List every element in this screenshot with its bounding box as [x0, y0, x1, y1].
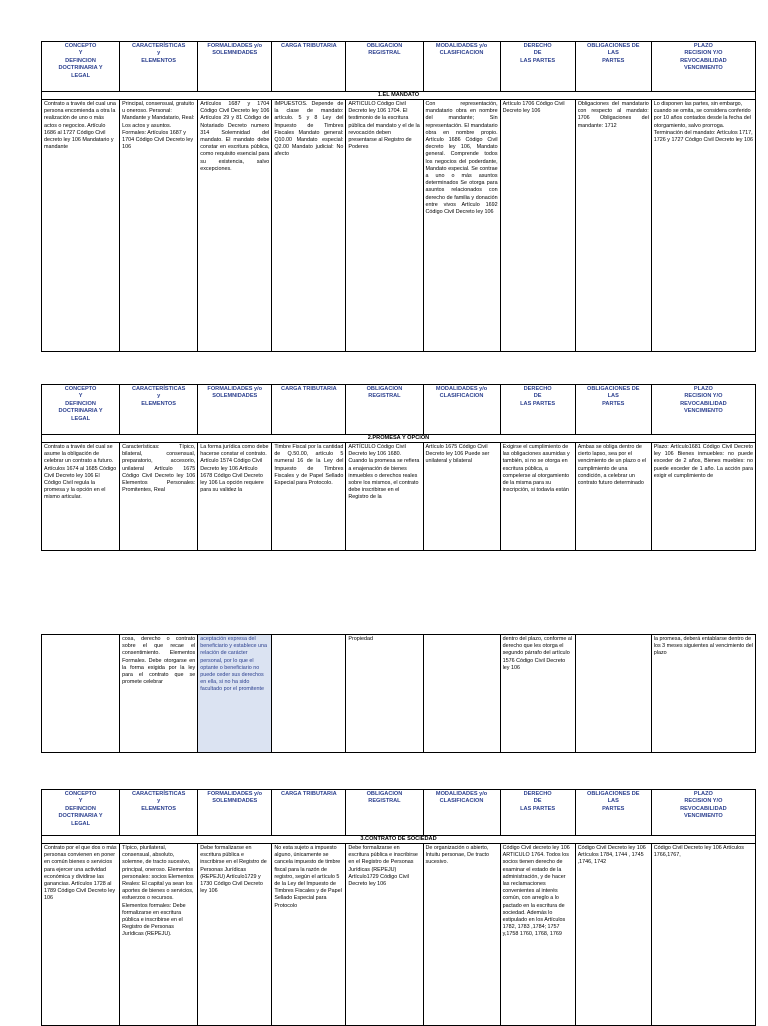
- cell-plazo: Lo disponen las partes, sin embargo, cuando se omita, se considera conferido por 10 años contados desde la fecha del otorgamiento, salvo prorroga. Terminación del mandato: Artículos 1717, 1726 y 1727 Código Civil Decreto ley 106: [651, 100, 755, 352]
- cell-plazo: la promesa, deberá entablarse dentro de los 3 meses siguientes al vencimiento del plazo: [651, 635, 755, 753]
- header-caracteristicas: CARACTERÍSTICAS y ELEMENTOS: [120, 385, 198, 435]
- cell-carga-tributaria: No esta sujeto a impuesto alguno, únicamente se cancela impuesto de timbre fiscal para la razón de registro, según el artículo 5 de la Ley del Impuesto de Timbres Fiscales y de Papel Sellado Especial para Protocolo: [272, 844, 346, 1026]
- header-modalidades: MODALIDADES y/o CLASIFICACION: [423, 385, 500, 435]
- header-carga-tributaria: CARGA TRIBUTARIA: [272, 790, 346, 836]
- header-obligaciones-partes: OBLIGACIONES DE LAS PARTES: [575, 385, 651, 435]
- cell-obligacion-registral: ARTICULO Código Civil Decreto ley 106 1704. El testimonio de la escritura pública del mandato y el de la revocación deben presentarse al Registro de Poderes: [346, 100, 423, 352]
- header-caracteristicas: CARACTERÍSTICAS y ELEMENTOS: [120, 42, 198, 92]
- header-plazo: PLAZO RECISION Y/O REVOCABILIDAD VENCIMIENTO: [651, 790, 755, 836]
- cell-caracteristicas: Principal, consensual, gratuito u oneroso. Personal: Mandante y Mandatario, Real: Los actos y asuntos. Formales: Artículos 1687 y 1704 Código Civil Decreto ley 106: [120, 100, 198, 352]
- header-row: [42, 42, 756, 92]
- cell-caracteristicas: cosa, derecho o contrato sobre el que recae el consentimiento. Elementos Formales. Debe otorgarse en la forma exigida por la ley para el contrato que se promete celebrar: [120, 635, 198, 753]
- section-title: 2.PROMESA Y OPCIÓN: [42, 435, 756, 443]
- header-plazo: PLAZO RECISION Y/O REVOCABILIDAD VENCIMIENTO: [651, 385, 755, 435]
- cell-derecho-partes: Código Civil decreto ley 106 ARTICULO 1764. Todos los socios tienen derecho de examinar el estado de la administración, y de hacer las reclamaciones convenientes al interés común, con arreglo a lo pactado en la escritura de sociedad. Además lo estipulado en los Artículos 1782, 1783 ,1784; 1757 y,1758 1760, 1768, 1769: [500, 844, 575, 1026]
- cell-obligaciones-partes: Ambas se obliga dentro de cierto lapso, sea por el vencimiento de un plazo o el cumplimiento de una condición, a celebrar un contrato futuro determinado: [575, 443, 651, 551]
- cell-obligaciones-partes: Obligaciones del mandatario con respecto al mandato: 1706 Obligaciones del mandante: 1712: [575, 100, 651, 352]
- cell-obligacion-registral: Propiedad: [346, 635, 423, 753]
- cell-carga-tributaria: [272, 635, 346, 753]
- header-plazo: PLAZO RECISION Y/O REVOCABILIDAD VENCIMIENTO: [651, 42, 755, 92]
- header-derecho-partes: DERECHO DE LAS PARTES: [500, 790, 575, 836]
- table-promesa-opcion: [41, 384, 756, 551]
- table-mandato: [41, 41, 756, 352]
- cell-derecho-partes: Exigirse el cumplimiento de las obligaciones asumidas y también, si no se otorga en escritura pública, a compelerse al otorgamiento de la misma para su inscripción, si todavía están: [500, 443, 575, 551]
- cell-formalidades: Artículos 1687 y 1704 Código Civil Decreto ley 106 Artículos 29 y 81 Código de Notariado Decreto numero 314 Solemnidad del mandato. El mandato debe constar en escritura pública, como requisito esencial para su existencia, salvo excepciones.: [198, 100, 272, 352]
- header-derecho-partes: DERECHO DE LAS PARTES: [500, 385, 575, 435]
- header-concepto: CONCEPTO Y DEFINCION DOCTRINARIA Y LEGAL: [42, 790, 120, 836]
- cell-caracteristicas: Típico, plurilateral, consensual, absoluto, solemne, de tracto sucesivo, principal, oneroso. Elementos personales: socios Elementos Reales: El capital ya sean los aportes de bienes o servicios, esfuerzos o recursos. Elementos formales: Debe formalizarse en escritura pública e inscribirse en el Registro de Personas Jurídicas (REPEJU).: [120, 844, 198, 1026]
- cell-concepto: Contrato por el que dos o más personas convienen en poner en común bienes o servicios para ejercer una actividad económica y dividirse las ganancias. Artículos 1728 al 1789 Código Civil Decreto ley 106: [42, 844, 120, 1026]
- cell-modalidades: Con representación, mandatario obra en nombre del mandante; Sin representación. El mandatario obra en nombre propio. Artículo 1686 Código Civil decreto ley 106, Mandato general. Comprende todos los negocios del poderdante, Mandato especial. Se contrae a uno o más asuntos determinados Se otorga para asuntos relacionados con derecho de familia y donación entre vivos Artículo 1692 Código Civil Decreto ley 106: [423, 100, 500, 352]
- header-obligaciones-partes: OBLIGACIONES DE LAS PARTES: [575, 42, 651, 92]
- table-row: [42, 635, 756, 753]
- cell-modalidades: De organización o abierto, Intuitu personae, De tracto sucesivo.: [423, 844, 500, 1026]
- table-contrato-sociedad: [41, 789, 756, 1026]
- header-modalidades: MODALIDADES y/o CLASIFICACION: [423, 790, 500, 836]
- header-concepto: CONCEPTO Y DEFINCION DOCTRINARIA Y LEGAL: [42, 385, 120, 435]
- header-obligacion-registral: OBLIGACION REGISTRAL: [346, 385, 423, 435]
- cell-derecho-partes: dentro del plazo, conforme al derecho que les otorga el segundo párrafo del artículo 1576 Código Civil Decreto ley 106: [500, 635, 575, 753]
- cell-formalidades: Debe formalizarse en escritura pública e inscribirse en el Registro de Personas Jurídicas (REPEJU) Artículo1729 y 1730 Código Civil Decreto ley 106: [198, 844, 272, 1026]
- header-carga-tributaria: CARGA TRIBUTARIA: [272, 385, 346, 435]
- header-carga-tributaria: CARGA TRIBUTARIA: [272, 42, 346, 92]
- table-promesa-opcion-continuation: [41, 634, 756, 753]
- table-row: [42, 844, 756, 1026]
- header-obligaciones-partes: OBLIGACIONES DE LAS PARTES: [575, 790, 651, 836]
- cell-plazo: Código Civil Decreto ley 106 Artículos 1766,1767,: [651, 844, 755, 1026]
- section-title-row: [42, 836, 756, 844]
- cell-formalidades: La forma jurídica como debe hacerse constar el contrato. Artículo 1574 Código Civil Decreto ley 106 Artículo 1678 Código Civil Decreto ley 106 La opción requiere para su validez la: [198, 443, 272, 551]
- cell-carga-tributaria: IMPUESTOS. Depende de la clase de mandato: artículo. 5 y 8 Ley del Impuesto de Timbres Fiscales Mandato general: Q10.00 Mandato especial: Q2.00 Mandato judicial: No afecto: [272, 100, 346, 352]
- header-caracteristicas: CARACTERÍSTICAS y ELEMENTOS: [120, 790, 198, 836]
- header-obligacion-registral: OBLIGACION REGISTRAL: [346, 42, 423, 92]
- table-row: [42, 100, 756, 352]
- cell-formalidades: aceptación expresa del beneficiario y establece una relación de carácter personal, por lo que el optante o beneficiario no puede ceder sus derechos en ella, si no ha sido facultado por el promitente: [198, 635, 272, 753]
- header-obligacion-registral: OBLIGACION REGISTRAL: [346, 790, 423, 836]
- header-concepto: CONCEPTO Y DEFINCION DOCTRINARIA Y LEGAL: [42, 42, 120, 92]
- cell-caracteristicas: Características: Típico, bilateral, consensual, preparatorio, accesorio, unilateral Artículo 1675 Código Civil Decreto ley 106 Elementos Personales: Promitentes, Real: [120, 443, 198, 551]
- cell-obligaciones-partes: Código Civil Decreto ley 106 Artículos 1784, 1744 , 1745 ,1746, 1742: [575, 844, 651, 1026]
- header-formalidades: FORMALIDADES y/o SOLEMNIDADES: [198, 42, 272, 92]
- header-row: [42, 385, 756, 435]
- cell-modalidades: [423, 635, 500, 753]
- cell-derecho-partes: Artículo 1706 Código Civil Decreto ley 106: [500, 100, 575, 352]
- section-title: 1.EL MANDATO: [42, 92, 756, 100]
- cell-concepto: Contrato a través del cual una persona encomienda a otra la realización de uno o más actos o negocios. Artículo 1686 al 1727 Código Civil decreto ley 106 Mandatario y mandante: [42, 100, 120, 352]
- section-title-row: [42, 435, 756, 443]
- header-derecho-partes: DERECHO DE LAS PARTES: [500, 42, 575, 92]
- cell-obligacion-registral: Debe formalizarse en escritura pública e inscribirse en el Registro de Personas Jurídicas (REPEJU) Artículo1729 Código Civil Decreto ley 106: [346, 844, 423, 1026]
- header-formalidades: FORMALIDADES y/o SOLEMNIDADES: [198, 790, 272, 836]
- section-title: 3.CONTRATO DE SOCIEDAD: [42, 836, 756, 844]
- cell-concepto: Contrato a través del cual se asume la obligación de celebrar un contrato a futuro. Artículos 1674 al 1685 Código Civil Decreto ley 106 El Código Civil regula la promesa y la opción en el mismo articular.: [42, 443, 120, 551]
- cell-obligaciones-partes: [575, 635, 651, 753]
- cell-concepto: [42, 635, 120, 753]
- header-formalidades: FORMALIDADES y/o SOLEMNIDADES: [198, 385, 272, 435]
- cell-obligacion-registral: ARTÍCULO Código Civil Decreto ley 106 1680. Cuando la promesa se refiera a enajenación de bienes inmuebles o derechos reales sobre los mismos, el contrato debe inscribirse en el Registro de la: [346, 443, 423, 551]
- table-row: [42, 443, 756, 551]
- section-title-row: [42, 92, 756, 100]
- cell-modalidades: Artículo 1675 Código Civil Decreto ley 106 Puede ser unilateral y bilateral: [423, 443, 500, 551]
- cell-carga-tributaria: Timbre Fiscal por la cantidad de Q.50.00, artículo 5 numeral 16 de la Ley del Impuesto de Timbres Fiscales y de Papel Sellado Especial para Protocolo.: [272, 443, 346, 551]
- header-row: [42, 790, 756, 836]
- header-modalidades: MODALIDADES y/o CLASIFICACION: [423, 42, 500, 92]
- cell-plazo: Plazo: Artículo1681 Código Civil Decreto ley 106 Bienes inmuebles: no puede exceder de 2 años, Bienes muebles: no puede exceder de 1 año. La acción para exigir el cumplimiento de: [651, 443, 755, 551]
